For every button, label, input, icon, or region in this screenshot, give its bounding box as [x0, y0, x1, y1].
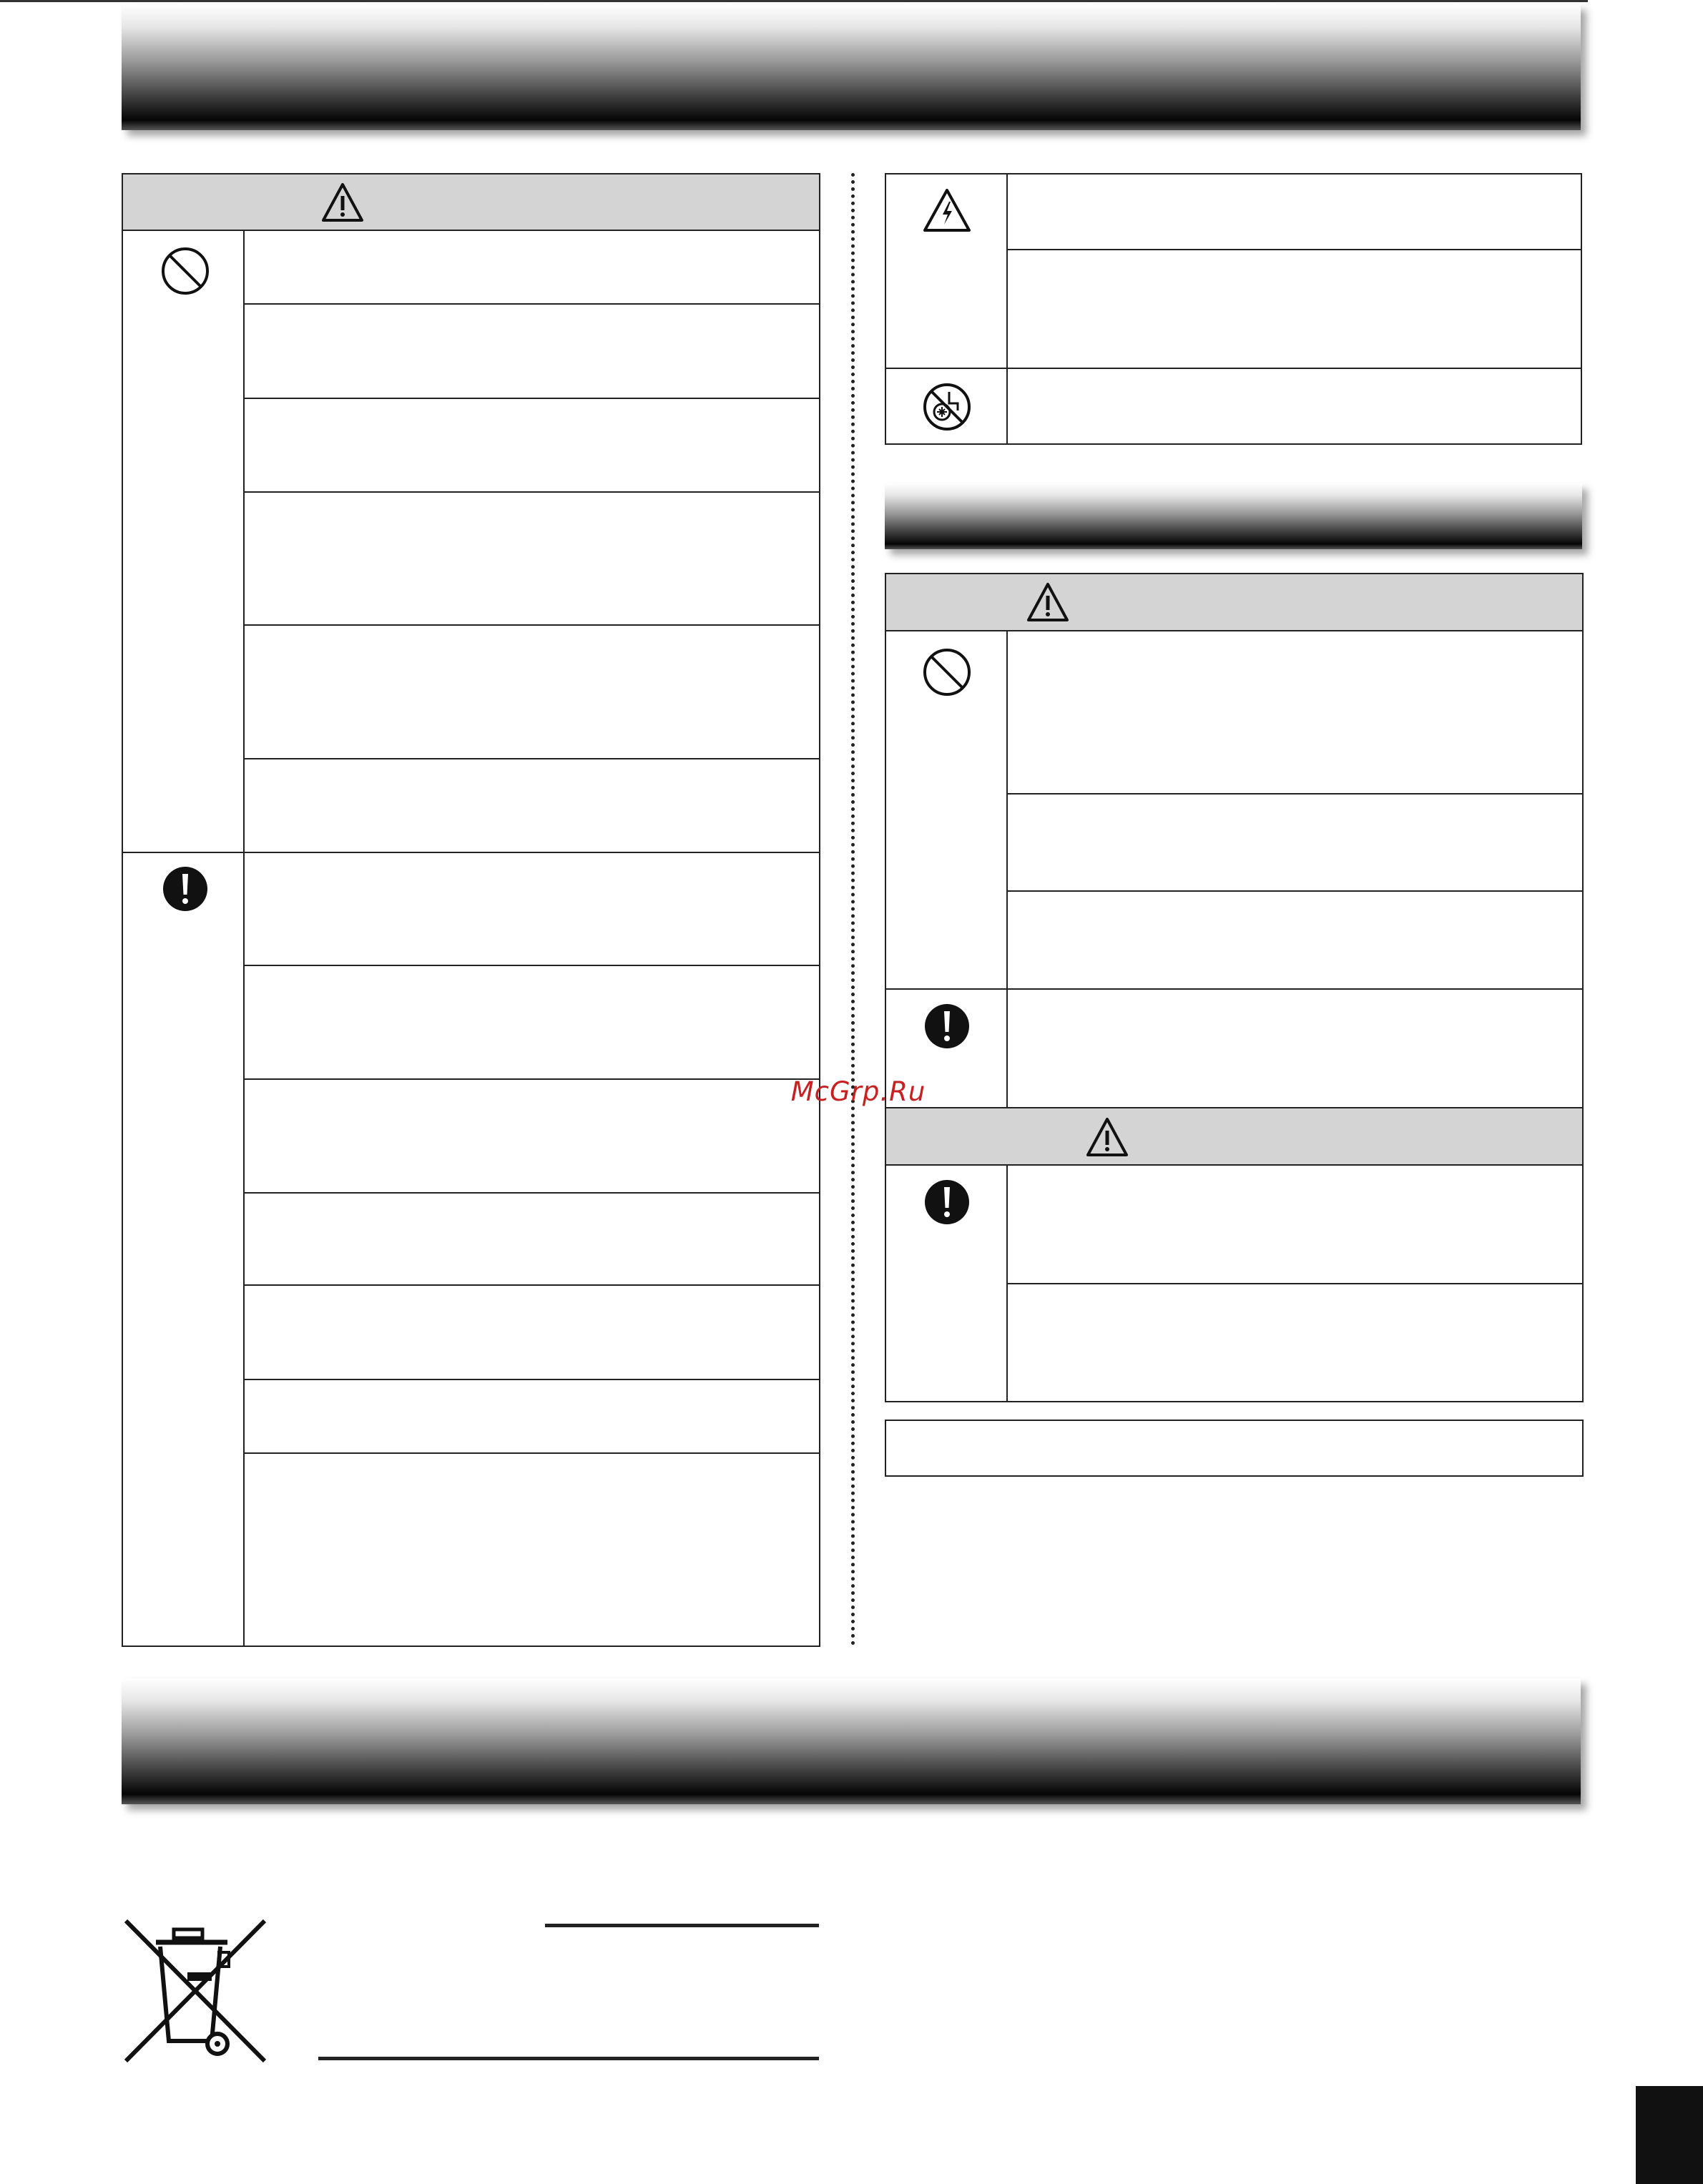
column-separator	[851, 173, 855, 1646]
row-divider	[1006, 1283, 1582, 1284]
row-divider	[243, 398, 819, 399]
row-divider	[243, 1284, 819, 1286]
row-divider	[1006, 890, 1582, 892]
row-divider	[243, 1192, 819, 1194]
column-divider	[243, 231, 245, 1646]
prohibited-circle-icon	[922, 647, 972, 697]
caution-table-header	[886, 1107, 1582, 1166]
row-divider	[243, 758, 819, 759]
row-divider	[243, 965, 819, 966]
page-edge-tab	[1636, 2086, 1703, 2184]
warning-table-right	[885, 573, 1584, 1402]
row-divider	[243, 303, 819, 305]
hazard-table-right	[885, 173, 1582, 445]
row-divider	[1006, 249, 1581, 250]
group-divider	[123, 852, 819, 853]
prohibited-circle-icon	[160, 246, 210, 296]
row-divider	[243, 1379, 819, 1380]
column-divider	[1006, 631, 1008, 1166]
column-divider	[1006, 174, 1008, 443]
electric-shock-icon	[922, 187, 972, 233]
row-divider	[243, 491, 819, 493]
no-disassembly-icon	[922, 382, 972, 432]
group-divider	[886, 988, 1582, 990]
warning-triangle-icon	[320, 182, 365, 223]
group-divider	[886, 368, 1581, 369]
crossed-out-bin-icon	[120, 1915, 270, 2067]
warning-triangle-icon	[1085, 1116, 1129, 1158]
row-divider	[243, 624, 819, 626]
exclamation-circle-icon	[162, 865, 209, 913]
warning-table-header	[123, 174, 819, 231]
row-divider	[243, 1452, 819, 1454]
exclamation-circle-icon	[923, 1003, 971, 1050]
signature-rule-upper	[545, 1924, 819, 1927]
note-box	[885, 1420, 1584, 1477]
warning-table-left	[122, 173, 820, 1647]
signature-rule-lower	[318, 2057, 819, 2060]
warning-table-header	[886, 574, 1582, 631]
top-rule	[0, 0, 1588, 2]
exclamation-circle-icon	[923, 1179, 971, 1226]
section-banner-bottom	[122, 1678, 1581, 1804]
row-divider	[1006, 793, 1582, 795]
section-banner-right	[885, 483, 1582, 549]
watermark-text: McGrp.Ru	[790, 1076, 926, 1107]
section-banner-top	[122, 4, 1581, 130]
warning-triangle-icon	[1026, 581, 1070, 623]
